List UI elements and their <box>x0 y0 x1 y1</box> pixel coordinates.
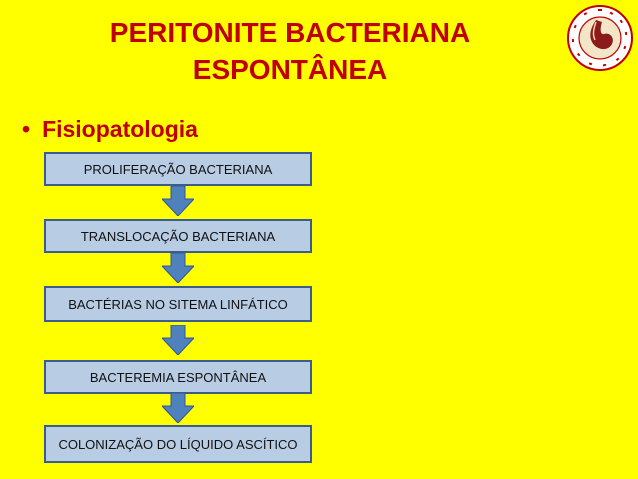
title-line-2: ESPONTÂNEA <box>192 54 388 85</box>
arrow-down-icon <box>162 253 194 283</box>
bullet-text: Fisiopatologia <box>42 116 198 142</box>
arrow-down-icon <box>162 325 194 355</box>
slide-title <box>70 14 510 88</box>
flow-step-label: TRANSLOCAÇÃO BACTERIANA <box>80 228 276 244</box>
flow-step-proliferation <box>44 152 312 186</box>
flow-step-label: COLONIZAÇÃO DO LÍQUIDO ASCÍTICO <box>58 436 298 452</box>
title-line-1: PERITONITE BACTERIANA <box>109 17 471 48</box>
flow-step-colonization <box>44 425 312 463</box>
arrow-down-icon <box>162 393 194 423</box>
bullet-dot: • <box>22 116 31 142</box>
flow-step-label: BACTÉRIAS NO SITEMA LINFÁTICO <box>68 296 288 312</box>
bullet-item <box>22 116 198 143</box>
flow-step-label: BACTEREMIA ESPONTÂNEA <box>89 369 267 385</box>
flow-step-translocation <box>44 219 312 253</box>
arrow-down-icon <box>162 186 194 216</box>
flow-step-bacteremia <box>44 360 312 394</box>
flow-step-lymphatic <box>44 286 312 322</box>
flow-step-label: PROLIFERAÇÃO BACTERIANA <box>83 161 273 177</box>
stomach-seal-icon <box>566 4 634 72</box>
